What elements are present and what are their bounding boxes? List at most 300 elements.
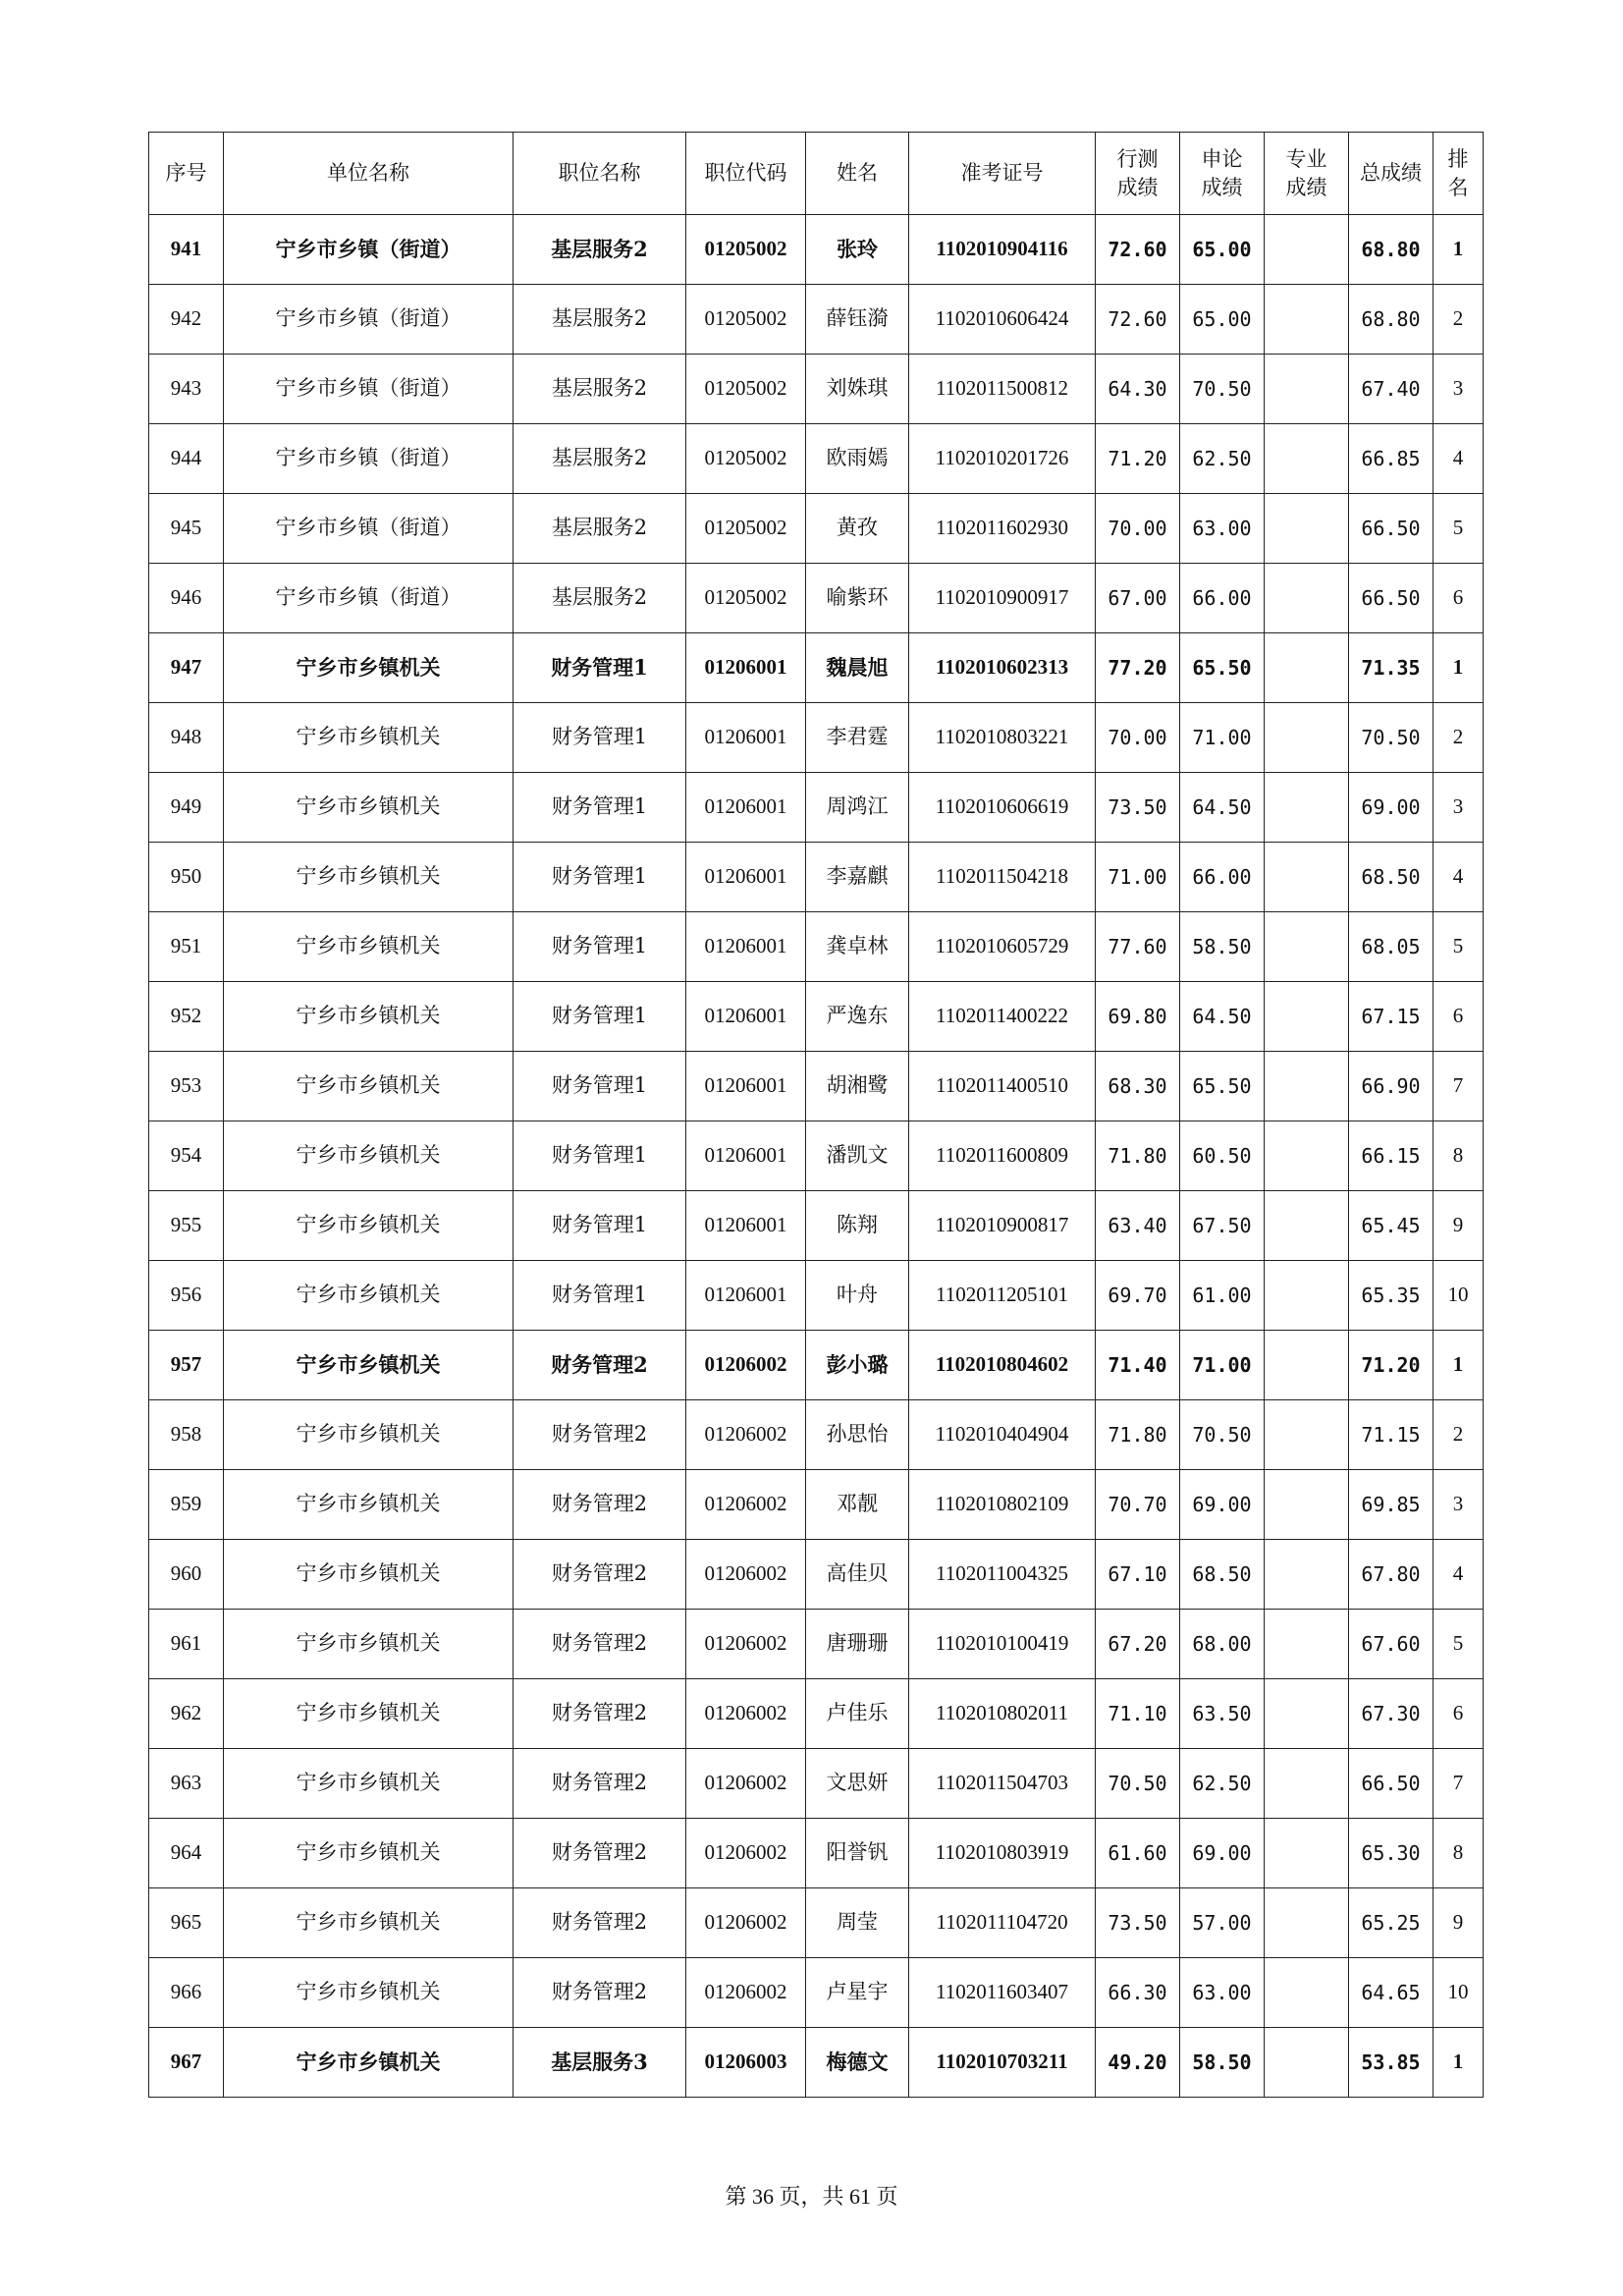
cell-code: 01206001: [686, 1261, 806, 1331]
cell-total: 67.60: [1349, 1610, 1434, 1679]
cell-seq: 954: [149, 1121, 224, 1191]
cell-ticket: 1102010201726: [909, 424, 1096, 494]
cell-zhuanye: [1265, 1888, 1349, 1958]
table-row: [149, 1888, 1484, 1958]
cell-seq: 960: [149, 1540, 224, 1610]
cell-seq: 941: [149, 215, 224, 285]
cell-seq: 950: [149, 843, 224, 912]
table-row: [149, 843, 1484, 912]
table-row: [149, 1121, 1484, 1191]
cell-xingce: 70.70: [1096, 1470, 1180, 1540]
table-row: [149, 633, 1484, 703]
cell-total: 53.85: [1349, 2028, 1434, 2098]
cell-code: 01206001: [686, 843, 806, 912]
cell-seq: 959: [149, 1470, 224, 1540]
cell-zhuanye: [1265, 703, 1349, 773]
cell-xingce: 69.80: [1096, 982, 1180, 1052]
cell-seq: 957: [149, 1331, 224, 1400]
cell-seq: 944: [149, 424, 224, 494]
cell-total: 66.50: [1349, 494, 1434, 564]
table-row: [149, 703, 1484, 773]
cell-rank: 6: [1434, 564, 1484, 633]
cell-unit: 宁乡市乡镇（街道）: [224, 494, 514, 564]
cell-post: 财务管理2: [514, 1400, 686, 1470]
cell-code: 01206002: [686, 1679, 806, 1749]
cell-ticket: 1102010602313: [909, 633, 1096, 703]
cell-code: 01206001: [686, 1052, 806, 1121]
header-post: 职位名称: [514, 133, 686, 215]
cell-total: 66.85: [1349, 424, 1434, 494]
cell-ticket: 1102011500812: [909, 355, 1096, 424]
cell-zhuanye: [1265, 912, 1349, 982]
cell-unit: 宁乡市乡镇机关: [224, 633, 514, 703]
header-code: 职位代码: [686, 133, 806, 215]
cell-rank: 7: [1434, 1052, 1484, 1121]
cell-ticket: 1102011400510: [909, 1052, 1096, 1121]
cell-zhuanye: [1265, 355, 1349, 424]
cell-ticket: 1102010804602: [909, 1331, 1096, 1400]
header-unit: 单位名称: [224, 133, 514, 215]
cell-shenlun: 65.50: [1180, 633, 1265, 703]
cell-total: 64.65: [1349, 1958, 1434, 2028]
cell-unit: 宁乡市乡镇机关: [224, 1958, 514, 2028]
cell-code: 01206002: [686, 1888, 806, 1958]
cell-seq: 949: [149, 773, 224, 843]
cell-xingce: 71.40: [1096, 1331, 1180, 1400]
cell-rank: 3: [1434, 1470, 1484, 1540]
cell-total: 66.50: [1349, 564, 1434, 633]
cell-rank: 6: [1434, 1679, 1484, 1749]
cell-ticket: 1102010802011: [909, 1679, 1096, 1749]
cell-zhuanye: [1265, 1052, 1349, 1121]
cell-seq: 951: [149, 912, 224, 982]
cell-total: 66.15: [1349, 1121, 1434, 1191]
cell-unit: 宁乡市乡镇机关: [224, 1400, 514, 1470]
cell-name: 刘姝琪: [806, 355, 909, 424]
cell-name: 薛钰漪: [806, 285, 909, 355]
cell-total: 65.35: [1349, 1261, 1434, 1331]
cell-shenlun: 70.50: [1180, 355, 1265, 424]
cell-code: 01206002: [686, 1331, 806, 1400]
header-shenlun-l2: 成绩: [1201, 175, 1243, 199]
cell-ticket: 1102011504218: [909, 843, 1096, 912]
cell-name: 邓靓: [806, 1470, 909, 1540]
cell-rank: 10: [1434, 1261, 1484, 1331]
cell-name: 彭小璐: [806, 1331, 909, 1400]
header-xingce-l2: 成绩: [1116, 175, 1159, 199]
cell-xingce: 63.40: [1096, 1191, 1180, 1261]
cell-xingce: 64.30: [1096, 355, 1180, 424]
cell-post: 基层服务2: [514, 564, 686, 633]
cell-zhuanye: [1265, 1540, 1349, 1610]
table-row: [149, 1470, 1484, 1540]
cell-rank: 1: [1434, 215, 1484, 285]
cell-ticket: 1102010100419: [909, 1610, 1096, 1679]
cell-seq: 952: [149, 982, 224, 1052]
cell-total: 71.20: [1349, 1331, 1434, 1400]
cell-shenlun: 68.50: [1180, 1540, 1265, 1610]
cell-post: 基层服务3: [514, 2028, 686, 2098]
cell-ticket: 1102010803919: [909, 1819, 1096, 1888]
cell-unit: 宁乡市乡镇机关: [224, 1052, 514, 1121]
cell-name: 张玲: [806, 215, 909, 285]
cell-rank: 3: [1434, 773, 1484, 843]
cell-ticket: 1102010605729: [909, 912, 1096, 982]
cell-unit: 宁乡市乡镇机关: [224, 1888, 514, 1958]
cell-name: 孙思怡: [806, 1400, 909, 1470]
cell-shenlun: 69.00: [1180, 1819, 1265, 1888]
header-zhuanye-l1: 专业: [1285, 147, 1327, 172]
table-row: [149, 215, 1484, 285]
cell-post: 财务管理1: [514, 912, 686, 982]
cell-post: 财务管理2: [514, 1610, 686, 1679]
header-seq: 序号: [149, 133, 224, 215]
table-row: [149, 1958, 1484, 2028]
cell-rank: 8: [1434, 1121, 1484, 1191]
cell-total: 68.50: [1349, 843, 1434, 912]
cell-post: 财务管理2: [514, 1958, 686, 2028]
cell-unit: 宁乡市乡镇机关: [224, 1121, 514, 1191]
cell-name: 潘凯文: [806, 1121, 909, 1191]
cell-seq: 965: [149, 1888, 224, 1958]
table-row: [149, 1540, 1484, 1610]
cell-rank: 5: [1434, 494, 1484, 564]
table-row: [149, 912, 1484, 982]
page-footer: 第 36 页，共 61 页: [725, 2184, 898, 2209]
cell-rank: 8: [1434, 1819, 1484, 1888]
cell-total: 71.35: [1349, 633, 1434, 703]
cell-rank: 5: [1434, 912, 1484, 982]
cell-total: 70.50: [1349, 703, 1434, 773]
cell-seq: 946: [149, 564, 224, 633]
cell-shenlun: 60.50: [1180, 1121, 1265, 1191]
cell-seq: 963: [149, 1749, 224, 1819]
cell-xingce: 72.60: [1096, 285, 1180, 355]
cell-unit: 宁乡市乡镇（街道）: [224, 215, 514, 285]
cell-xingce: 67.00: [1096, 564, 1180, 633]
cell-post: 财务管理1: [514, 1261, 686, 1331]
cell-unit: 宁乡市乡镇（街道）: [224, 564, 514, 633]
cell-xingce: 49.20: [1096, 2028, 1180, 2098]
cell-total: 68.80: [1349, 285, 1434, 355]
cell-total: 67.30: [1349, 1679, 1434, 1749]
cell-ticket: 1102011104720: [909, 1888, 1096, 1958]
header-zhuanye-l2: 成绩: [1285, 175, 1327, 199]
cell-xingce: 70.00: [1096, 494, 1180, 564]
cell-zhuanye: [1265, 1400, 1349, 1470]
cell-code: 01206002: [686, 1749, 806, 1819]
cell-unit: 宁乡市乡镇机关: [224, 1819, 514, 1888]
table-row: [149, 773, 1484, 843]
table-row: [149, 1400, 1484, 1470]
cell-shenlun: 62.50: [1180, 424, 1265, 494]
cell-xingce: 77.60: [1096, 912, 1180, 982]
cell-zhuanye: [1265, 1470, 1349, 1540]
cell-seq: 956: [149, 1261, 224, 1331]
cell-xingce: 67.10: [1096, 1540, 1180, 1610]
cell-rank: 1: [1434, 2028, 1484, 2098]
cell-code: 01205002: [686, 215, 806, 285]
header-name: 姓名: [806, 133, 909, 215]
cell-rank: 10: [1434, 1958, 1484, 2028]
cell-post: 财务管理2: [514, 1679, 686, 1749]
table-row: [149, 494, 1484, 564]
header-xingce-l1: 行测: [1116, 147, 1159, 172]
cell-zhuanye: [1265, 843, 1349, 912]
cell-total: 66.90: [1349, 1052, 1434, 1121]
cell-post: 基层服务2: [514, 285, 686, 355]
cell-seq: 942: [149, 285, 224, 355]
table-body: [149, 215, 1484, 2098]
cell-name: 唐珊珊: [806, 1610, 909, 1679]
header-total: 总成绩: [1349, 133, 1434, 215]
cell-rank: 2: [1434, 1400, 1484, 1470]
cell-name: 叶舟: [806, 1261, 909, 1331]
cell-shenlun: 63.00: [1180, 1958, 1265, 2028]
cell-zhuanye: [1265, 773, 1349, 843]
cell-ticket: 1102011004325: [909, 1540, 1096, 1610]
cell-zhuanye: [1265, 215, 1349, 285]
cell-xingce: 77.20: [1096, 633, 1180, 703]
cell-code: 01206002: [686, 1540, 806, 1610]
score-table: [148, 132, 1484, 2098]
cell-post: 财务管理2: [514, 1470, 686, 1540]
table-row: [149, 1749, 1484, 1819]
cell-xingce: 70.50: [1096, 1749, 1180, 1819]
cell-code: 01206002: [686, 1400, 806, 1470]
cell-total: 69.85: [1349, 1470, 1434, 1540]
table-row: [149, 285, 1484, 355]
header-rank-l1: 排: [1447, 147, 1469, 172]
cell-total: 68.05: [1349, 912, 1434, 982]
cell-xingce: 70.00: [1096, 703, 1180, 773]
cell-xingce: 71.80: [1096, 1400, 1180, 1470]
cell-xingce: 67.20: [1096, 1610, 1180, 1679]
table-row: [149, 2028, 1484, 2098]
cell-ticket: 1102011603407: [909, 1958, 1096, 2028]
table-row: [149, 1610, 1484, 1679]
cell-xingce: 68.30: [1096, 1052, 1180, 1121]
cell-zhuanye: [1265, 1610, 1349, 1679]
cell-shenlun: 70.50: [1180, 1400, 1265, 1470]
cell-zhuanye: [1265, 2028, 1349, 2098]
header-xingce: [1096, 133, 1180, 215]
cell-zhuanye: [1265, 1749, 1349, 1819]
cell-name: 陈翔: [806, 1191, 909, 1261]
cell-rank: 1: [1434, 633, 1484, 703]
cell-name: 李嘉麒: [806, 843, 909, 912]
cell-seq: 955: [149, 1191, 224, 1261]
cell-name: 梅德文: [806, 2028, 909, 2098]
cell-name: 严逸东: [806, 982, 909, 1052]
cell-unit: 宁乡市乡镇（街道）: [224, 355, 514, 424]
cell-shenlun: 71.00: [1180, 703, 1265, 773]
cell-unit: 宁乡市乡镇（街道）: [224, 285, 514, 355]
cell-code: 01206002: [686, 1470, 806, 1540]
cell-code: 01206001: [686, 982, 806, 1052]
cell-name: 李君霆: [806, 703, 909, 773]
cell-ticket: 1102010900917: [909, 564, 1096, 633]
cell-shenlun: 66.00: [1180, 843, 1265, 912]
cell-total: 65.30: [1349, 1819, 1434, 1888]
cell-shenlun: 66.00: [1180, 564, 1265, 633]
cell-name: 欧雨嫣: [806, 424, 909, 494]
cell-seq: 962: [149, 1679, 224, 1749]
table-row: [149, 1331, 1484, 1400]
cell-ticket: 1102010900817: [909, 1191, 1096, 1261]
table-row: [149, 424, 1484, 494]
cell-zhuanye: [1265, 1958, 1349, 2028]
header-shenlun-l1: 申论: [1201, 147, 1243, 172]
cell-seq: 953: [149, 1052, 224, 1121]
cell-post: 财务管理1: [514, 633, 686, 703]
cell-unit: 宁乡市乡镇机关: [224, 912, 514, 982]
cell-ticket: 1102011602930: [909, 494, 1096, 564]
cell-ticket: 1102011504703: [909, 1749, 1096, 1819]
cell-unit: 宁乡市乡镇机关: [224, 982, 514, 1052]
cell-unit: 宁乡市乡镇机关: [224, 1191, 514, 1261]
cell-zhuanye: [1265, 1191, 1349, 1261]
cell-post: 财务管理2: [514, 1888, 686, 1958]
cell-shenlun: 65.50: [1180, 1052, 1265, 1121]
table-row: [149, 1819, 1484, 1888]
cell-xingce: 72.60: [1096, 215, 1180, 285]
cell-ticket: 1102011400222: [909, 982, 1096, 1052]
cell-post: 财务管理1: [514, 982, 686, 1052]
cell-shenlun: 69.00: [1180, 1470, 1265, 1540]
cell-xingce: 69.70: [1096, 1261, 1180, 1331]
cell-code: 01206001: [686, 912, 806, 982]
cell-seq: 943: [149, 355, 224, 424]
cell-ticket: 1102010904116: [909, 215, 1096, 285]
cell-post: 基层服务2: [514, 355, 686, 424]
cell-total: 65.45: [1349, 1191, 1434, 1261]
cell-code: 01206001: [686, 1191, 806, 1261]
cell-post: 财务管理1: [514, 773, 686, 843]
cell-rank: 6: [1434, 982, 1484, 1052]
cell-xingce: 71.00: [1096, 843, 1180, 912]
cell-total: 69.00: [1349, 773, 1434, 843]
cell-post: 财务管理1: [514, 1191, 686, 1261]
cell-post: 财务管理2: [514, 1819, 686, 1888]
cell-ticket: 1102010703211: [909, 2028, 1096, 2098]
table-row: [149, 1191, 1484, 1261]
cell-name: 胡湘鹭: [806, 1052, 909, 1121]
cell-unit: 宁乡市乡镇机关: [224, 1610, 514, 1679]
cell-name: 喻紫环: [806, 564, 909, 633]
cell-ticket: 1102010404904: [909, 1400, 1096, 1470]
cell-seq: 948: [149, 703, 224, 773]
cell-xingce: 61.60: [1096, 1819, 1180, 1888]
table-row: [149, 355, 1484, 424]
cell-xingce: 71.80: [1096, 1121, 1180, 1191]
cell-rank: 2: [1434, 703, 1484, 773]
cell-unit: 宁乡市乡镇机关: [224, 1679, 514, 1749]
cell-rank: 4: [1434, 1540, 1484, 1610]
cell-code: 01205002: [686, 285, 806, 355]
cell-unit: 宁乡市乡镇机关: [224, 1540, 514, 1610]
cell-zhuanye: [1265, 564, 1349, 633]
cell-shenlun: 67.50: [1180, 1191, 1265, 1261]
cell-rank: 9: [1434, 1888, 1484, 1958]
cell-total: 65.25: [1349, 1888, 1434, 1958]
cell-name: 龚卓林: [806, 912, 909, 982]
cell-code: 01206003: [686, 2028, 806, 2098]
table-row: [149, 1679, 1484, 1749]
cell-zhuanye: [1265, 633, 1349, 703]
cell-zhuanye: [1265, 494, 1349, 564]
cell-zhuanye: [1265, 1679, 1349, 1749]
cell-code: 01205002: [686, 564, 806, 633]
cell-name: 高佳贝: [806, 1540, 909, 1610]
cell-code: 01206001: [686, 773, 806, 843]
cell-unit: 宁乡市乡镇机关: [224, 1331, 514, 1400]
cell-ticket: 1102010606619: [909, 773, 1096, 843]
cell-shenlun: 68.00: [1180, 1610, 1265, 1679]
cell-zhuanye: [1265, 982, 1349, 1052]
cell-total: 67.80: [1349, 1540, 1434, 1610]
table-row: [149, 564, 1484, 633]
cell-code: 01206002: [686, 1819, 806, 1888]
cell-post: 基层服务2: [514, 494, 686, 564]
cell-xingce: 73.50: [1096, 1888, 1180, 1958]
cell-seq: 967: [149, 2028, 224, 2098]
cell-code: 01206001: [686, 1121, 806, 1191]
header-ticket: 准考证号: [909, 133, 1096, 215]
header-shenlun: [1180, 133, 1265, 215]
cell-rank: 3: [1434, 355, 1484, 424]
cell-shenlun: 64.50: [1180, 982, 1265, 1052]
cell-xingce: 71.10: [1096, 1679, 1180, 1749]
cell-xingce: 73.50: [1096, 773, 1180, 843]
cell-ticket: 1102010802109: [909, 1470, 1096, 1540]
cell-zhuanye: [1265, 1331, 1349, 1400]
cell-unit: 宁乡市乡镇机关: [224, 1470, 514, 1540]
cell-unit: 宁乡市乡镇机关: [224, 1261, 514, 1331]
cell-shenlun: 63.50: [1180, 1679, 1265, 1749]
cell-rank: 5: [1434, 1610, 1484, 1679]
cell-seq: 947: [149, 633, 224, 703]
cell-post: 财务管理2: [514, 1749, 686, 1819]
cell-rank: 1: [1434, 1331, 1484, 1400]
cell-shenlun: 58.50: [1180, 2028, 1265, 2098]
cell-ticket: 1102010803221: [909, 703, 1096, 773]
cell-ticket: 1102010606424: [909, 285, 1096, 355]
cell-seq: 966: [149, 1958, 224, 2028]
cell-seq: 945: [149, 494, 224, 564]
cell-rank: 2: [1434, 285, 1484, 355]
cell-name: 周莹: [806, 1888, 909, 1958]
cell-zhuanye: [1265, 1261, 1349, 1331]
table-row: [149, 1052, 1484, 1121]
cell-total: 67.15: [1349, 982, 1434, 1052]
cell-shenlun: 63.00: [1180, 494, 1265, 564]
cell-post: 基层服务2: [514, 424, 686, 494]
cell-unit: 宁乡市乡镇机关: [224, 703, 514, 773]
cell-total: 68.80: [1349, 215, 1434, 285]
cell-unit: 宁乡市乡镇机关: [224, 843, 514, 912]
cell-post: 财务管理2: [514, 1540, 686, 1610]
cell-name: 黄孜: [806, 494, 909, 564]
cell-post: 财务管理1: [514, 843, 686, 912]
cell-total: 71.15: [1349, 1400, 1434, 1470]
cell-code: 01205002: [686, 355, 806, 424]
cell-seq: 958: [149, 1400, 224, 1470]
cell-zhuanye: [1265, 285, 1349, 355]
cell-post: 财务管理1: [514, 703, 686, 773]
cell-rank: 9: [1434, 1191, 1484, 1261]
cell-code: 01206001: [686, 703, 806, 773]
